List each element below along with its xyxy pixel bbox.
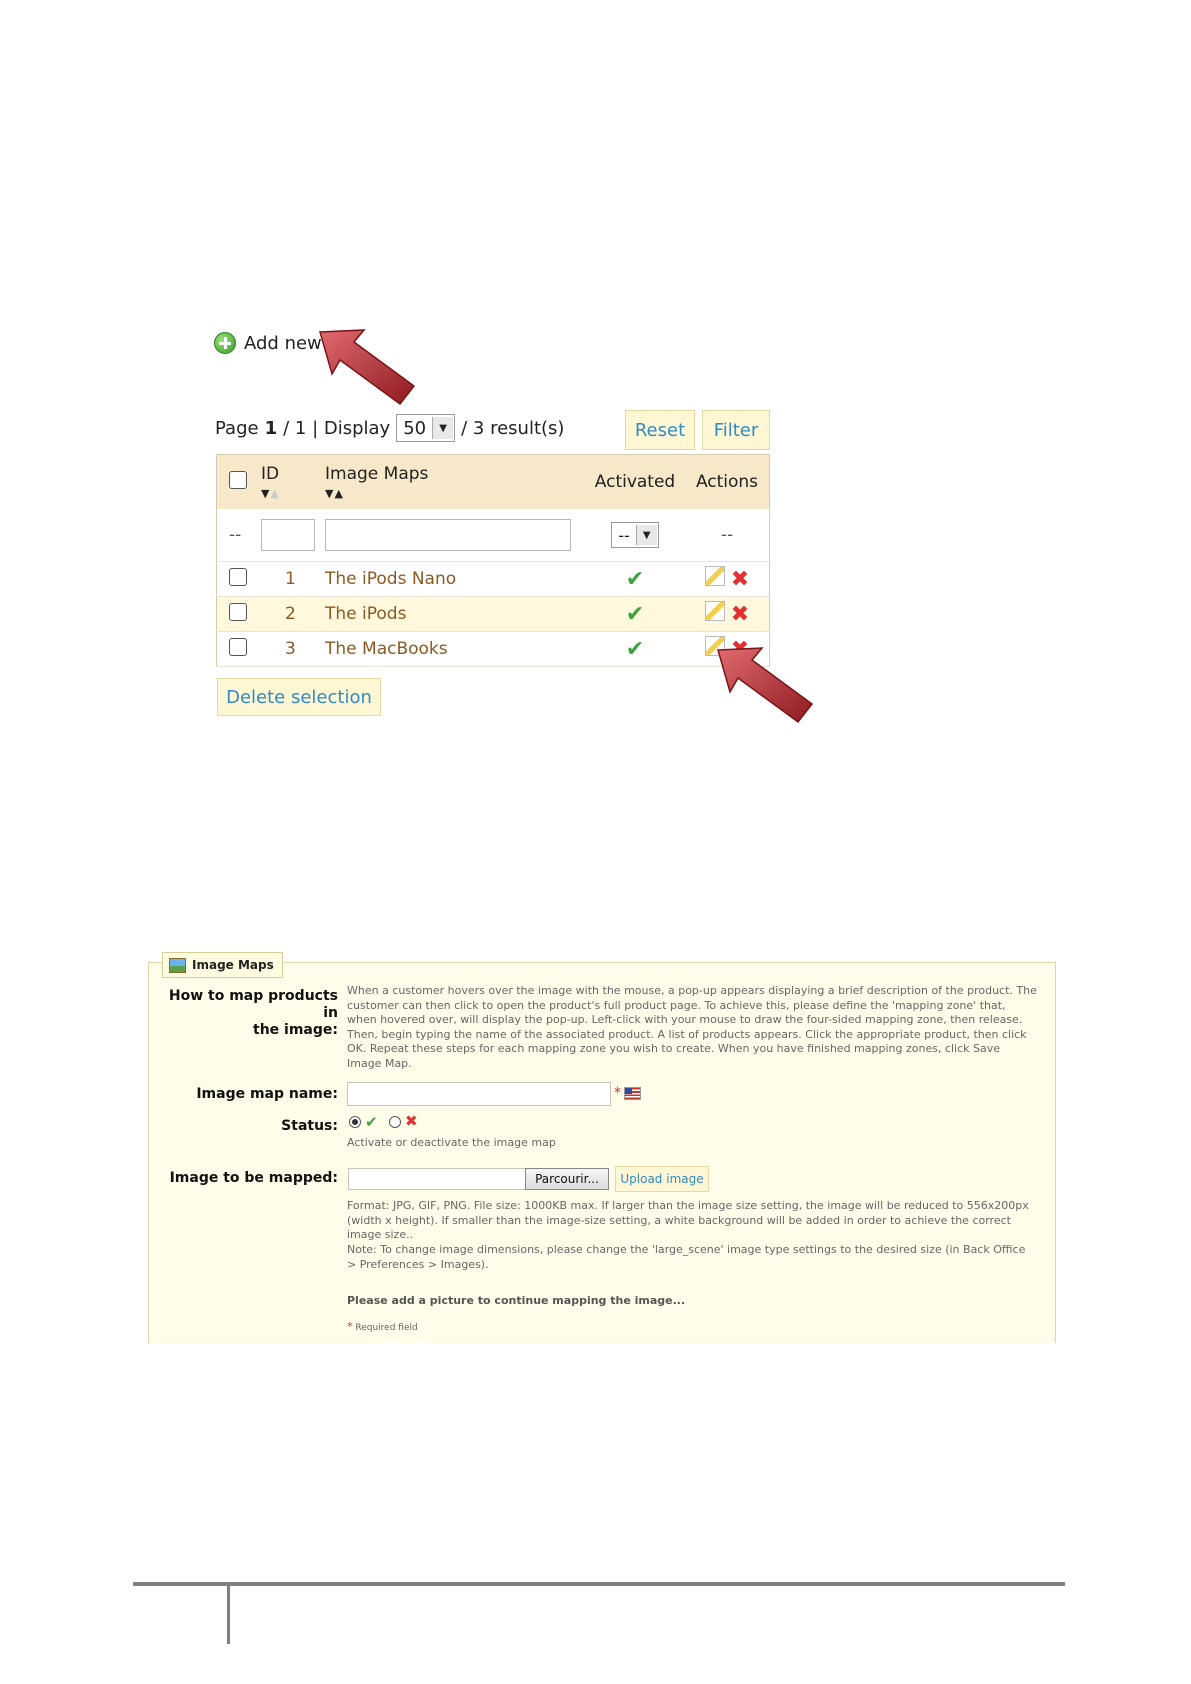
name-label: Image map name: bbox=[196, 1086, 338, 1102]
form-legend bbox=[162, 952, 283, 978]
add-icon bbox=[214, 332, 236, 354]
required-mark: * bbox=[347, 1320, 353, 1333]
required-field-label: Required field bbox=[355, 1323, 418, 1333]
filter-placeholder: -- bbox=[217, 509, 262, 562]
chevron-down-icon: ▼ bbox=[636, 525, 657, 545]
filter-row bbox=[217, 509, 770, 562]
upload-image-button[interactable]: Upload image bbox=[615, 1166, 709, 1192]
column-id: ID bbox=[261, 464, 280, 484]
delete-icon[interactable]: ✖ bbox=[730, 602, 750, 627]
sort-arrows-icon[interactable]: ▼▲ bbox=[261, 487, 280, 500]
status-on-radio[interactable] bbox=[349, 1116, 361, 1128]
edit-icon[interactable] bbox=[705, 601, 725, 621]
how-to-label bbox=[158, 988, 338, 1039]
annotation-arrow-icon bbox=[318, 328, 418, 408]
row-name[interactable]: The MacBooks bbox=[325, 632, 585, 667]
sort-arrows-icon[interactable]: ▼▲ bbox=[325, 487, 344, 500]
legend-label: Image Maps bbox=[192, 958, 274, 972]
required-mark: * bbox=[614, 1085, 621, 1101]
how-to-text: When a customer hovers over the image with the mouse, a pop-up appears displaying a brief description of the product. The customer can then click to open the product's full product page. To achieve this, please define the 'mapping zone' that, when hovered over, will display the pop-up. Left-click with your mouse to draw the four-sided mapping zone, then release. Then, begin typing the name of the associated product. A list of products appears. Click the appropriate product, then click OK. Repeat these steps for each mapping zone you wish to create. When you have finished mapping zones, click Save Image Map. bbox=[347, 984, 1037, 1070]
pagination bbox=[215, 414, 564, 442]
checkmark-icon: ✔ bbox=[365, 1113, 378, 1131]
annotation-arrow-icon bbox=[716, 646, 816, 726]
table-header bbox=[217, 455, 770, 510]
table-row[interactable] bbox=[217, 562, 770, 597]
image-label: Image to be mapped: bbox=[169, 1170, 338, 1186]
delete-icon[interactable]: ✖ bbox=[730, 567, 750, 592]
pager-current-page: 1 bbox=[264, 417, 278, 439]
row-id: 3 bbox=[261, 632, 325, 667]
format-text: Format: JPG, GIF, PNG. File size: 1000KB max. If larger than the image size setting, the image will be reduced to 556x200px (width x height). If smaller than the image-size setting, a white background will be added in order to achieve the correct image size.. bbox=[347, 1199, 1029, 1241]
select-all-checkbox[interactable] bbox=[229, 471, 247, 489]
per-page-select[interactable] bbox=[396, 414, 455, 442]
row-id: 1 bbox=[261, 562, 325, 597]
id-filter-input[interactable] bbox=[261, 519, 315, 551]
footer-vertical-divider bbox=[227, 1584, 230, 1644]
checkmark-icon[interactable]: ✔ bbox=[625, 601, 645, 627]
pager-separator: / 1 | Display bbox=[283, 417, 391, 439]
how-to-label-line1: How to map products in bbox=[168, 988, 338, 1021]
flag-icon[interactable] bbox=[624, 1087, 641, 1100]
note-text: Note: To change image dimensions, please change the 'large_scene' image type settings to the desired size (in Back Office > Preferences > Images). bbox=[347, 1243, 1026, 1271]
row-name[interactable]: The iPods Nano bbox=[325, 562, 585, 597]
required-field-note bbox=[347, 1320, 418, 1333]
column-activated: Activated bbox=[585, 455, 685, 510]
edit-icon[interactable] bbox=[705, 566, 725, 586]
activated-filter-value: -- bbox=[618, 525, 630, 545]
pager-prefix: Page bbox=[215, 417, 259, 439]
row-name[interactable]: The iPods bbox=[325, 597, 585, 632]
reset-button[interactable]: Reset bbox=[625, 410, 695, 450]
delete-selection-button[interactable]: Delete selection bbox=[217, 678, 381, 716]
row-id: 2 bbox=[261, 597, 325, 632]
status-label: Status: bbox=[281, 1118, 338, 1134]
add-new-label: Add new bbox=[244, 332, 322, 354]
status-hint: Activate or deactivate the image map bbox=[347, 1136, 556, 1149]
image-map-name-input[interactable] bbox=[347, 1082, 611, 1106]
results-count: / 3 result(s) bbox=[461, 417, 565, 439]
image-maps-table bbox=[216, 454, 770, 667]
file-input[interactable] bbox=[348, 1168, 526, 1190]
row-checkbox[interactable] bbox=[229, 638, 247, 656]
column-actions: Actions bbox=[685, 455, 770, 510]
per-page-value: 50 bbox=[403, 417, 427, 439]
checkmark-icon[interactable]: ✔ bbox=[625, 636, 645, 662]
add-new-link[interactable] bbox=[214, 332, 322, 354]
table-row[interactable] bbox=[217, 632, 770, 667]
browse-button[interactable]: Parcourir... bbox=[525, 1168, 609, 1190]
continue-text: Please add a picture to continue mapping the image... bbox=[347, 1294, 686, 1307]
how-to-label-line2: the image: bbox=[253, 1022, 338, 1038]
table-row[interactable] bbox=[217, 597, 770, 632]
row-checkbox[interactable] bbox=[229, 568, 247, 586]
footer-divider bbox=[133, 1582, 1065, 1586]
activated-filter-select[interactable] bbox=[611, 522, 659, 548]
actions-filter-placeholder: -- bbox=[685, 509, 770, 562]
name-filter-input[interactable] bbox=[325, 519, 571, 551]
cross-icon: ✖ bbox=[405, 1112, 418, 1130]
image-icon bbox=[169, 958, 186, 973]
row-checkbox[interactable] bbox=[229, 603, 247, 621]
checkmark-icon[interactable]: ✔ bbox=[625, 566, 645, 592]
chevron-down-icon: ▼ bbox=[432, 417, 453, 439]
filter-button[interactable]: Filter bbox=[702, 410, 770, 450]
status-off-radio[interactable] bbox=[389, 1116, 401, 1128]
column-image-maps: Image Maps bbox=[325, 464, 429, 484]
